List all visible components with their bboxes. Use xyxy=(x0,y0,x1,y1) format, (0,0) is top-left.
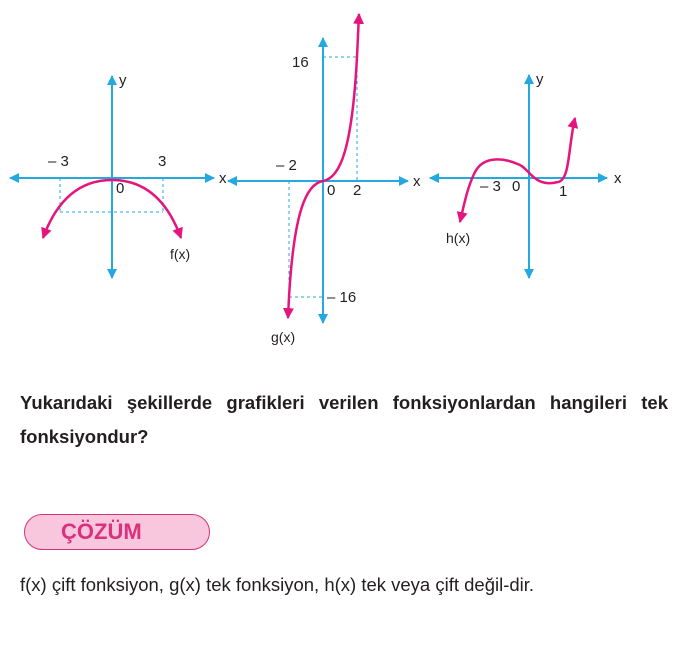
h-origin-label: 0 xyxy=(512,178,521,195)
g-curve xyxy=(323,14,359,181)
answer-text: f(x) çift fonksiyon, g(x) tek fonksiyon, h(x) tek veya çift değil-dir. xyxy=(20,574,535,595)
f-curve xyxy=(43,180,112,238)
g-x-axis-label: x xyxy=(413,173,421,190)
solution-badge: ÇÖZÜM xyxy=(24,514,210,550)
g-y-tick-bottom: – 16 xyxy=(327,289,357,306)
f-tick-pos: 3 xyxy=(158,153,167,170)
g-y-tick-top: 16 xyxy=(292,54,309,71)
h-curve xyxy=(460,159,558,222)
h-tick-pos: 1 xyxy=(559,183,568,200)
h-function-label: h(x) xyxy=(446,230,471,246)
f-tick-neg: – 3 xyxy=(48,153,69,170)
graph-h xyxy=(430,71,622,278)
g-curve xyxy=(288,181,323,318)
g-function-label: g(x) xyxy=(271,329,296,345)
h-tick-neg: – 3 xyxy=(480,178,501,195)
f-origin-label: 0 xyxy=(116,180,125,197)
graph-f xyxy=(10,72,227,278)
graph-g xyxy=(228,14,421,345)
h-curve xyxy=(558,118,575,182)
f-y-axis-label: y xyxy=(119,72,127,89)
f-x-axis-label: x xyxy=(219,170,227,187)
f-function-label: f(x) xyxy=(170,246,191,262)
g-tick-neg: – 2 xyxy=(276,157,297,174)
g-tick-pos: 2 xyxy=(353,182,362,199)
question-text: Yukarıdaki şekillerde grafikleri verilen fonksiyonlardan hangileri tek fonksiyondur? xyxy=(20,392,668,447)
h-y-axis-label: y xyxy=(536,71,544,88)
g-origin-label: 0 xyxy=(327,182,336,199)
h-x-axis-label: x xyxy=(614,170,622,187)
